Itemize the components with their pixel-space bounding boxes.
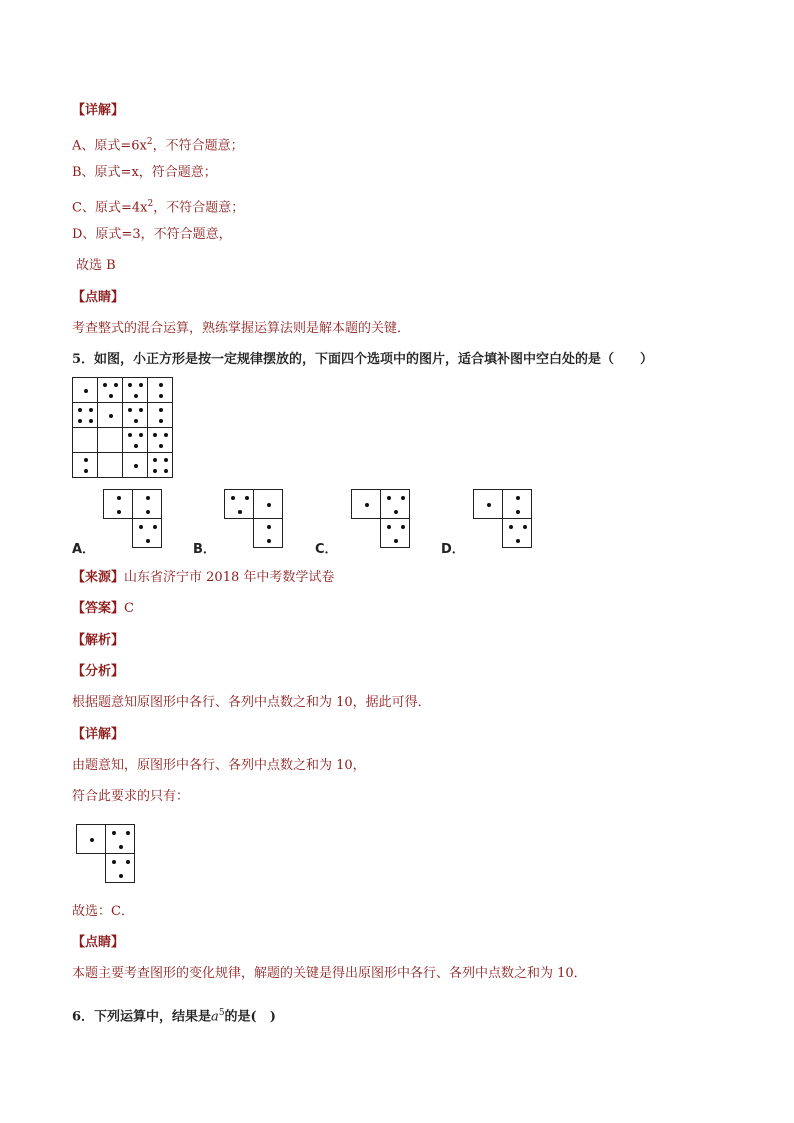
dot	[159, 408, 163, 412]
option-label-b[interactable]: B．	[193, 542, 216, 557]
detail-heading-1: 【详解】	[72, 103, 125, 118]
dot	[128, 433, 132, 437]
detail-line-c-exponent: 2	[147, 199, 154, 209]
dot	[112, 831, 116, 835]
detail-line-b-text: B、原式=x，符合题意；	[72, 165, 217, 180]
piece-square	[224, 489, 254, 519]
dot	[394, 539, 398, 543]
detail-line-a	[72, 134, 244, 154]
detail-line-d-text: D、原式=3，不符合题意，	[72, 227, 232, 242]
grid-cell	[148, 428, 173, 453]
question-6-variable: a	[211, 1009, 219, 1025]
choose-b: 故选 B	[76, 258, 116, 273]
dot	[401, 496, 405, 500]
option-label-d[interactable]: D．	[441, 542, 465, 557]
comment-heading-2: 【点睛】	[72, 935, 125, 950]
dot	[516, 510, 520, 514]
dot	[153, 458, 157, 462]
grid-cell	[123, 378, 148, 403]
choose-c: 故选：C．	[72, 904, 134, 919]
piece-square	[380, 518, 410, 548]
dot-grid-figure	[72, 377, 173, 478]
detail-line-c-prefix: C、原式=4x	[72, 200, 148, 216]
dot	[134, 444, 138, 448]
dot	[126, 831, 130, 835]
dot	[159, 394, 163, 398]
detail-line-b	[72, 165, 217, 181]
dot	[159, 444, 163, 448]
detail-line-a-suffix: ，不符合题意；	[152, 138, 244, 154]
dot	[90, 838, 94, 842]
piece-square	[76, 824, 106, 854]
dot	[112, 860, 116, 864]
grid-cell-empty	[73, 428, 98, 453]
dot	[487, 503, 491, 507]
piece-square	[380, 489, 410, 519]
dot	[84, 458, 88, 462]
grid-cell-empty	[98, 453, 123, 478]
piece-square	[473, 489, 503, 519]
piece-square	[253, 489, 283, 519]
source-line	[72, 570, 334, 586]
piece-square	[253, 518, 283, 548]
dot	[119, 874, 123, 878]
analysis-heading: 【解析】	[72, 633, 125, 648]
dot	[119, 845, 123, 849]
detail-text-2a: 由题意知，原图形中各行、各列中点数之和为 10，	[72, 758, 366, 773]
dot	[231, 496, 235, 500]
grid-cell	[123, 453, 148, 478]
option-label-a[interactable]: A．	[72, 542, 96, 557]
dot	[134, 394, 138, 398]
dot	[128, 383, 132, 387]
piece-square	[132, 489, 162, 519]
dot	[164, 458, 168, 462]
dot	[84, 469, 88, 473]
dot	[89, 419, 93, 423]
dot	[164, 469, 168, 473]
detail-line-c-suffix: ，不符合题意；	[153, 200, 245, 216]
piece-square	[105, 824, 135, 854]
grid-cell	[73, 378, 98, 403]
dot	[146, 496, 150, 500]
dot	[245, 496, 249, 500]
dot	[516, 539, 520, 543]
grid-cell	[73, 403, 98, 428]
dot	[117, 510, 121, 514]
dot	[128, 408, 132, 412]
question-6-stem	[72, 1005, 276, 1025]
grid-cell	[148, 453, 173, 478]
grid-cell	[73, 453, 98, 478]
dot	[126, 860, 130, 864]
detail-line-a-prefix: A、原式=6x	[72, 138, 147, 154]
answer-line	[72, 601, 134, 617]
question-5-stem: 5．如图，小正方形是按一定规律摆放的，下面四个选项中的图片，适合填补图中空白处的是（ ）	[72, 352, 654, 367]
dot	[238, 510, 242, 514]
dot	[153, 433, 157, 437]
grid-cell	[123, 428, 148, 453]
dot	[109, 394, 113, 398]
piece-square	[103, 489, 133, 519]
piece-square	[132, 518, 162, 548]
dot	[164, 433, 168, 437]
dot	[267, 539, 271, 543]
grid-cell-empty	[98, 428, 123, 453]
dot	[365, 503, 369, 507]
dot	[516, 496, 520, 500]
dot	[387, 525, 391, 529]
option-label-c[interactable]: C．	[315, 542, 338, 557]
dot	[387, 496, 391, 500]
dot	[509, 525, 513, 529]
piece-square	[502, 518, 532, 548]
dot	[153, 469, 157, 473]
comment-text-2: 本题主要考查图形的变化规律，解题的关键是得出原图形中各行、各列中点数之和为 10．	[72, 966, 587, 981]
detail-line-a-exponent: 2	[146, 137, 153, 147]
comment-text-1: 考查整式的混合运算，熟练掌握运算法则是解本题的关键．	[72, 321, 411, 336]
dot	[103, 383, 107, 387]
dot	[134, 419, 138, 423]
dot	[401, 525, 405, 529]
piece-square	[351, 489, 381, 519]
grid-cell	[123, 403, 148, 428]
question-6-suffix: 的是( )	[224, 1009, 276, 1025]
grid-cell	[98, 403, 123, 428]
dot	[146, 539, 150, 543]
detail-line-c	[72, 196, 244, 216]
dot	[139, 383, 143, 387]
dot	[159, 419, 163, 423]
detail-text-2b: 符合此要求的只有：	[72, 789, 190, 804]
answer-text: C	[124, 601, 134, 616]
dot	[523, 525, 527, 529]
analysis-sub-heading: 【分析】	[72, 664, 125, 679]
dot	[114, 383, 118, 387]
grid-cell	[98, 378, 123, 403]
grid-cell	[148, 378, 173, 403]
detail-heading-2: 【详解】	[72, 727, 125, 742]
dot	[139, 408, 143, 412]
dot	[153, 525, 157, 529]
dot	[134, 464, 138, 468]
question-6-exponent: 5	[218, 1008, 225, 1018]
comment-heading-1: 【点睛】	[72, 290, 125, 305]
dot	[146, 510, 150, 514]
dot	[139, 433, 143, 437]
dot	[267, 503, 271, 507]
analysis-text: 根据题意知原图形中各行、各列中点数之和为 10，据此可得．	[72, 695, 431, 710]
detail-line-d	[72, 227, 232, 243]
dot	[139, 525, 143, 529]
piece-square	[502, 489, 532, 519]
dot	[89, 408, 93, 412]
dot	[78, 408, 82, 412]
question-6-prefix: 6．下列运算中，结果是	[72, 1009, 212, 1025]
answer-label: 【答案】	[72, 601, 125, 616]
dot	[109, 414, 113, 418]
dot	[117, 496, 121, 500]
source-text: 山东省济宁市 2018 年中考数学试卷	[124, 570, 335, 585]
piece-square	[105, 853, 135, 883]
dot	[159, 383, 163, 387]
dot	[84, 389, 88, 393]
dot	[78, 419, 82, 423]
dot	[394, 510, 398, 514]
source-label: 【来源】	[72, 570, 125, 585]
grid-cell	[148, 403, 173, 428]
dot	[267, 525, 271, 529]
